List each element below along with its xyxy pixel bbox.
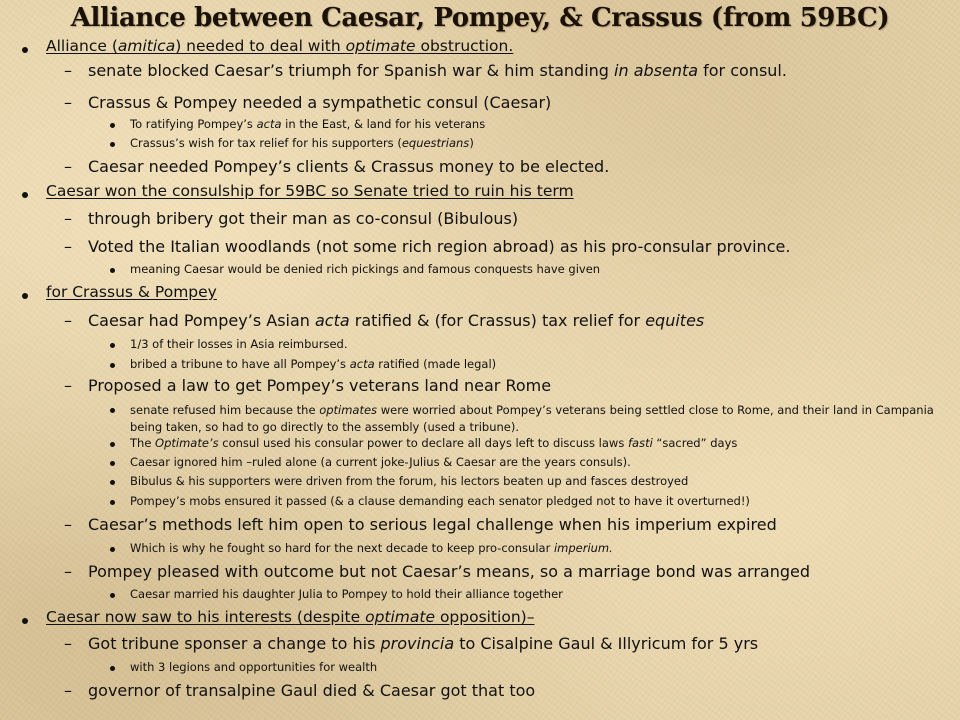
- list-item: Caesar had Pompey’s Asian acta ratified & (for Crassus) tax relief for equites: [88, 311, 705, 330]
- sub-item: To ratifying Pompey’s acta in the East, & land for his veterans: [130, 117, 486, 131]
- dash-icon: –: [64, 209, 72, 228]
- bullet-icon: [110, 442, 115, 447]
- sub-item: with 3 legions and opportunities for wealth: [130, 660, 378, 674]
- sub-item: meaning Caesar would be denied rich pickings and famous conquests have given: [130, 262, 601, 276]
- dash-icon: –: [64, 237, 72, 256]
- bullet-icon: [110, 343, 115, 348]
- sub-item: Crassus’s wish for tax relief for his supporters (equestrians): [130, 136, 474, 150]
- list-item: Voted the Italian woodlands (not some rich region abroad) as his pro-consular province.: [88, 237, 791, 256]
- bullet-icon: [110, 461, 115, 466]
- dash-icon: –: [64, 634, 72, 653]
- bullet-icon: [110, 142, 115, 147]
- sub-item: Which is why he fought so hard for the next decade to keep pro-consular imperium.: [130, 541, 613, 555]
- sub-item: senate refused him because the optimates were worried about Pompey’s veterans being settled close to Rome, and their land in Campania being taken, so had to go directly to the assembly (used a tribune).: [130, 403, 934, 434]
- bullet-icon: [110, 500, 115, 505]
- bullet-icon: [110, 593, 115, 598]
- sub-item: Caesar ignored him –ruled alone (a current joke-Julius & Caesar are the years consuls).: [130, 455, 631, 469]
- list-item: Proposed a law to get Pompey’s veterans land near Rome: [88, 376, 552, 395]
- list-item: governor of transalpine Gaul died & Caesar got that too: [88, 681, 536, 700]
- list-item: Pompey pleased with outcome but not Caesar’s means, so a marriage bond was arranged: [88, 562, 811, 581]
- bullet-icon: [110, 363, 115, 368]
- list-item: senate blocked Caesar’s triumph for Spanish war & him standing in absenta for consul.: [88, 61, 787, 80]
- bullet-icon: [22, 618, 28, 624]
- slide-title: Alliance between Caesar, Pompey, & Crassus (from 59BC): [70, 3, 890, 33]
- bullet-icon: [110, 666, 115, 671]
- sub-item: 1/3 of their losses in Asia reimbursed.: [130, 337, 348, 351]
- sub-item: bribed a tribune to have all Pompey’s acta ratified (made legal): [130, 357, 497, 371]
- sub-item: Caesar married his daughter Julia to Pompey to hold their alliance together: [130, 587, 563, 601]
- sub-item: Pompey’s mobs ensured it passed (& a clause demanding each senator pledged not to have it overturned!): [130, 494, 750, 508]
- dash-icon: –: [64, 376, 72, 395]
- dash-icon: –: [64, 562, 72, 581]
- section-heading: Caesar won the consulship for 59BC so Senate tried to ruin his term: [46, 182, 574, 200]
- bullet-icon: [22, 192, 28, 198]
- sub-item: Bibulus & his supporters were driven from the forum, his lectors beaten up and fasces destroyed: [130, 474, 689, 488]
- bullet-icon: [110, 123, 115, 128]
- bullet-icon: [22, 47, 28, 53]
- dash-icon: –: [64, 61, 72, 80]
- dash-icon: –: [64, 93, 72, 112]
- dash-icon: –: [64, 515, 72, 534]
- dash-icon: –: [64, 681, 72, 700]
- dash-icon: –: [64, 311, 72, 330]
- bullet-icon: [110, 547, 115, 552]
- section-heading: Alliance (amitica) needed to deal with optimate obstruction.: [46, 37, 514, 55]
- list-item: through bribery got their man as co-consul (Bibulous): [88, 209, 519, 228]
- section-heading: for Crassus & Pompey: [46, 283, 217, 301]
- list-item: Crassus & Pompey needed a sympathetic consul (Caesar): [88, 93, 552, 112]
- bullet-icon: [22, 293, 28, 299]
- list-item: Got tribune sponser a change to his provincia to Cisalpine Gaul & Illyricum for 5 yrs: [88, 634, 759, 653]
- dash-icon: –: [64, 157, 72, 176]
- sub-item: The Optimate’s consul used his consular power to declare all days left to discuss laws fasti “sacred” days: [130, 436, 738, 450]
- list-item: Caesar’s methods left him open to serious legal challenge when his imperium expired: [88, 515, 777, 534]
- list-item: Caesar needed Pompey’s clients & Crassus money to be elected.: [88, 157, 610, 176]
- bullet-icon: [110, 268, 115, 273]
- bullet-icon: [110, 408, 115, 413]
- section-heading: Caesar now saw to his interests (despite optimate opposition)–: [46, 608, 535, 626]
- bullet-icon: [110, 480, 115, 485]
